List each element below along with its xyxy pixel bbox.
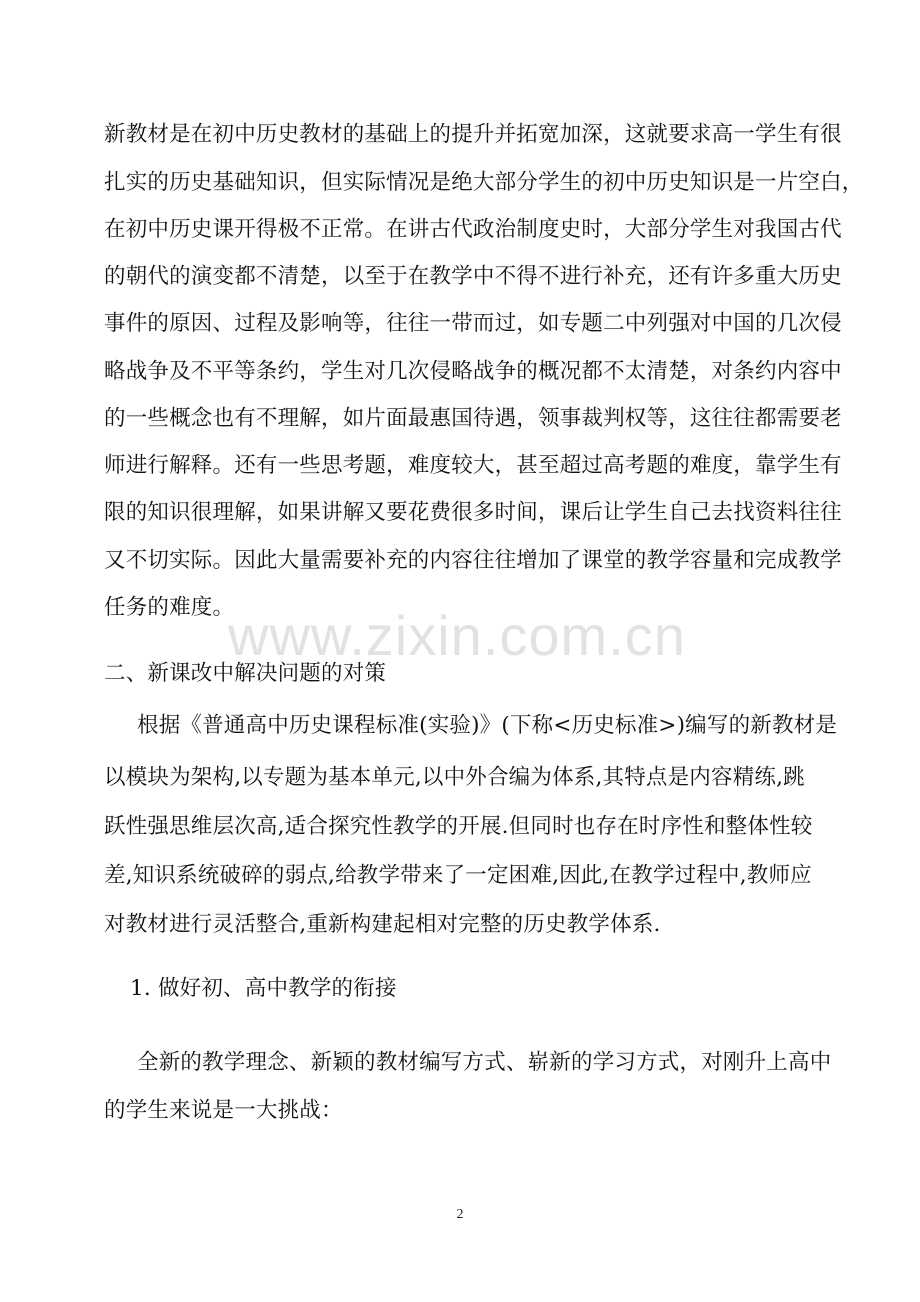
subheading: 1. 做好初、高中教学的衔接 bbox=[130, 976, 397, 1001]
paragraph-line: 限的知识很理解，如果讲解又要花费很多时间，课后让学生自己去找资料往往 bbox=[104, 500, 842, 525]
paragraph-line: 略战争及不平等条约，学生对几次侵略战争的概况都不太清楚，对条约内容中 bbox=[104, 359, 842, 384]
paragraph-line: 对教材进行灵活整合,重新构建起相对完整的历史教学体系. bbox=[104, 912, 661, 937]
paragraph-line: 事件的原因、过程及影响等，往往一带而过，如专题二中列强对中国的几次侵 bbox=[104, 311, 842, 336]
paragraph-line: 的学生来说是一大挑战： bbox=[104, 1098, 343, 1123]
paragraph-line: 以模块为架构,以专题为基本单元,以中外合编为体系,其特点是内容精练,跳 bbox=[104, 765, 805, 790]
paragraph-line: 扎实的历史基础知识，但实际情况是绝大部分学生的初中历史知识是一片空白， bbox=[104, 170, 864, 195]
watermark: www.zixin.com.cn bbox=[228, 604, 686, 667]
paragraph-line: 新教材是在初中历史教材的基础上的提升并拓宽加深，这就要求高一学生有很 bbox=[104, 122, 842, 147]
paragraph-line: 的朝代的演变都不清楚，以至于在教学中不得不进行补充，还有许多重大历史 bbox=[104, 264, 842, 289]
paragraph-line: 跃性强思维层次高,适合探究性教学的开展.但同时也存在时序性和整体性较 bbox=[104, 814, 813, 839]
paragraph-line: 根据《普通高中历史课程标准(实验)》(下称<历史标准>)编写的新教材是 bbox=[137, 713, 838, 738]
paragraph-line: 师进行解释。还有一些思考题，难度较大，甚至超过高考题的难度，靠学生有 bbox=[104, 453, 842, 478]
paragraph-line: 在初中历史课开得极不正常。在讲古代政治制度史时，大部分学生对我国古代 bbox=[104, 217, 842, 242]
paragraph-line: 任务的难度。 bbox=[104, 595, 235, 620]
paragraph-line: 的一些概念也有不理解，如片面最惠国待遇，领事裁判权等，这往往都需要老 bbox=[104, 406, 842, 431]
section-heading: 二、新课改中解决问题的对策 bbox=[104, 661, 387, 686]
page-number: 2 bbox=[456, 1207, 464, 1222]
paragraph-line: 又不切实际。因此大量需要补充的内容往往增加了课堂的教学容量和完成教学 bbox=[104, 548, 842, 573]
paragraph-line: 差,知识系统破碎的弱点,给教学带来了一定困难,因此,在教学过程中,教师应 bbox=[104, 863, 812, 888]
paragraph-line: 全新的教学理念、新颖的教材编写方式、崭新的学习方式，对刚升上高中 bbox=[137, 1050, 832, 1075]
